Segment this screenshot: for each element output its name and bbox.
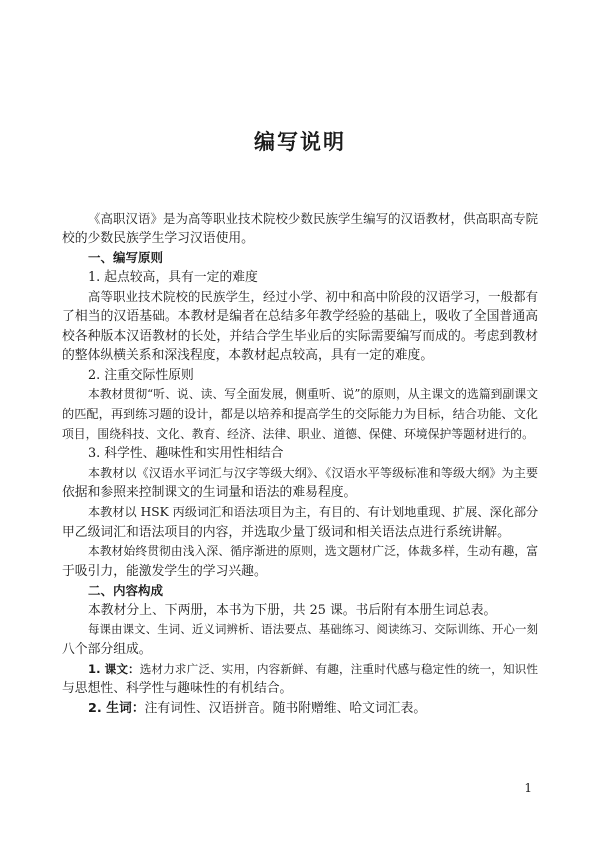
paragraph-line: 每课由课文、生词、近义词辨析、语法要点、基础练习、阅读练习、交际训练、开心一刻 [88, 622, 538, 637]
paragraph-line: 于吸引力，能激发学生的学习兴趣。 [62, 563, 267, 579]
intro-line-1: 《高职汉语》是为高等职业技术院校少数民族学生编写的汉语教材，供高职高专院 [88, 211, 538, 226]
section-heading-content-structure: 二、内容构成 [88, 583, 164, 599]
paragraph-line: 本教材分上、下两册，本书为下册，共 25 课。书后附有本册生词总表。 [88, 602, 497, 618]
paragraph-line: 本教材始终贯彻由浅入深、循序渐进的原则，选文题材广泛，体裁多样，生动有趣，富 [88, 544, 538, 559]
paragraph-line: 本教材贯彻“听、说、读、写全面发展，侧重听、说”的原则，从主课文的选篇到副课文 [88, 387, 538, 402]
paragraph-line: 了相当的汉语基础。本教材是编者在总结多年教学经验的基础上，吸收了全国普通高 [62, 308, 538, 324]
paragraph-line: 八个部分组成。 [62, 642, 152, 658]
paragraph-line: 项目，围绕科技、文化、教育、经济、法律、职业、道德、保健、环境保护等题材进行的。 [62, 426, 534, 441]
paragraph-line: 的整体纵横关系和深浅程度，本教材起点较高，具有一定的难度。 [62, 348, 434, 364]
document-body [62, 209, 538, 718]
paragraph-line: 依据和参照来控制课文的生词量和语法的难易程度。 [62, 485, 357, 501]
page-number: 1 [524, 781, 532, 795]
page-title: 编写说明 [254, 130, 346, 154]
intro-line-2: 校的少数民族学生学习汉语使用。 [62, 230, 254, 246]
term-label-text: 1. 课文： [88, 661, 140, 676]
paragraph-line: 高等职业技术院校的民族学生，经过小学、初中和高中阶段的汉语学习，一般都有 [88, 289, 538, 305]
subheading-high-starting-point: 1. 起点较高，具有一定的难度 [88, 269, 258, 285]
list-item-vocabulary [62, 699, 538, 719]
paragraph-line: 本教材以《汉语水平词汇与汉字等级大纲》、《汉语水平等级标准和等级大纲》为主要 [88, 465, 538, 480]
term-definition-vocabulary: 注有词性、汉语拼音。随书附赠维、哈文词汇表。 [144, 700, 427, 716]
paragraph-line: 与思想性、科学性与趣味性的有机结合。 [62, 681, 293, 697]
subheading-communicative-principle: 2. 注重交际性原则 [88, 367, 194, 383]
subheading-scientific-interesting-practical: 3. 科学性、趣味性和实用性相结合 [88, 446, 284, 462]
section-heading-principles: 一、编写原则 [88, 250, 164, 266]
list-item-text [62, 660, 538, 680]
paragraph-line: 的匹配，再到练习题的设计，都是以培养和提高学生的交际能力为目标，结合功能、文化 [62, 406, 538, 421]
term-label-vocabulary: 2. 生词： [88, 700, 145, 716]
paragraph-line: 校各种版本汉语教材的长处，并结合学生毕业后的实际需要编写而成的。考虑到教材 [62, 328, 538, 344]
paragraph-line: 甲乙级词汇和语法项目的内容，并选取少量丁级词和相关语法点进行系统讲解。 [62, 524, 510, 540]
term-definition-text: 选材力求广泛、实用，内容新鲜、有趣，注重时代感与稳定性的统一，知识性 [139, 661, 538, 676]
paragraph-line: 本教材以 HSK 丙级词汇和语法项目为主，有目的、有计划地重现、扩展、深化部分 [88, 504, 538, 519]
